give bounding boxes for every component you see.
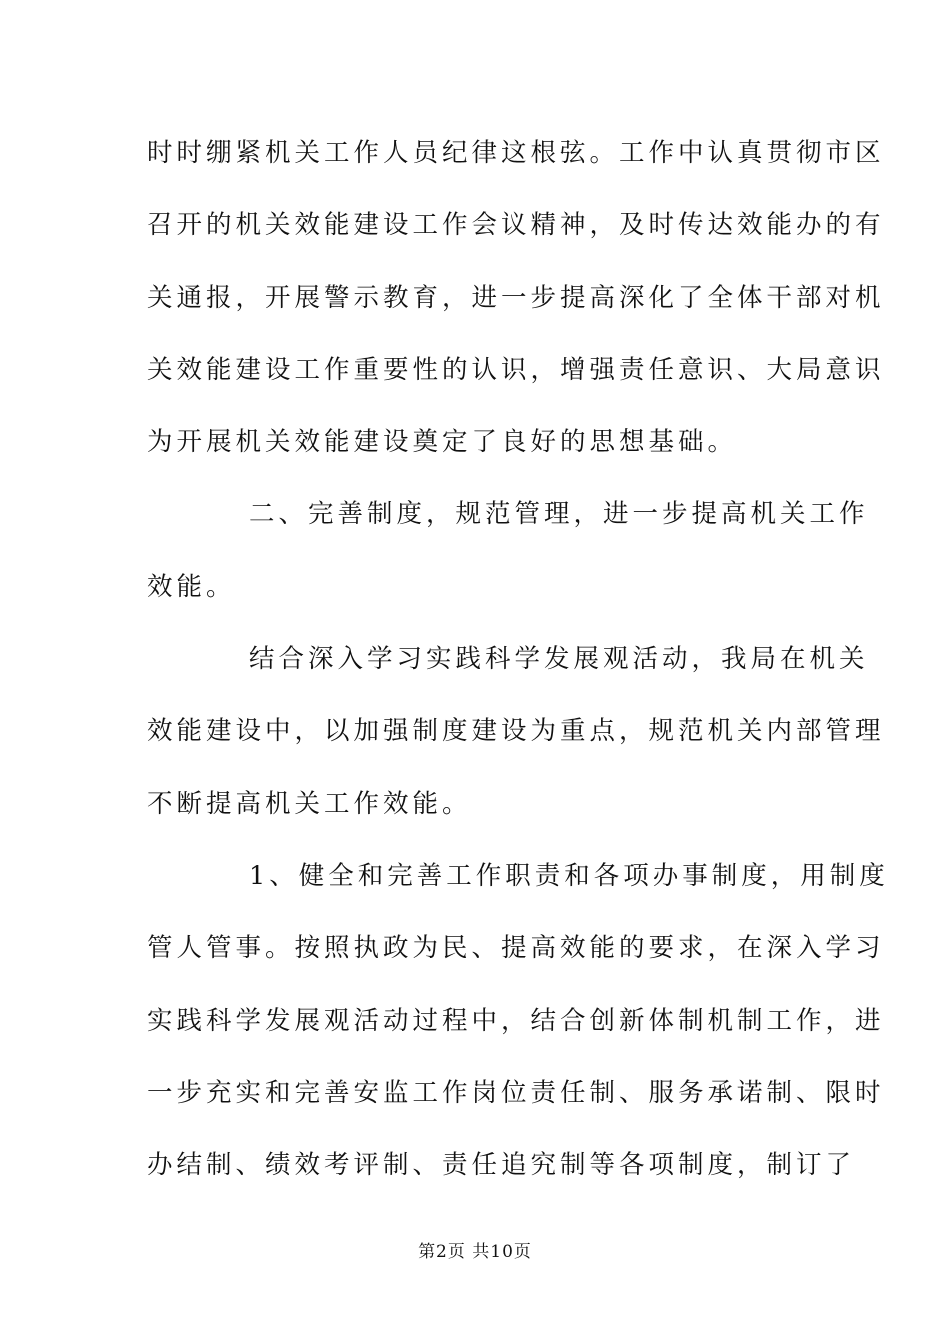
text-line: 为开展机关效能建设奠定了良好的思想基础。 bbox=[147, 427, 738, 458]
text-line: 实践科学发展观活动过程中，结合创新体制机制工作，进 bbox=[147, 1005, 885, 1036]
text-line: 关通报，开展警示教育，进一步提高深化了全体干部对机 bbox=[147, 282, 885, 313]
text-line: 1、健全和完善工作职责和各项办事制度，用制度 bbox=[249, 860, 889, 891]
text-line: 结合深入学习实践科学发展观活动，我局在机关 bbox=[249, 644, 869, 675]
text-line: 不断提高机关工作效能。 bbox=[147, 788, 472, 819]
text-line: 一步充实和完善安监工作岗位责任制、服务承诺制、限时 bbox=[147, 1077, 885, 1108]
page-footer: 第2页 共10页 bbox=[418, 1242, 532, 1262]
text-line: 效能。 bbox=[147, 571, 236, 602]
text-line: 关效能建设工作重要性的认识，增强责任意识、大局意识 bbox=[147, 354, 885, 385]
text-line: 办结制、绩效考评制、责任追究制等各项制度，制订了 bbox=[147, 1150, 856, 1181]
text-line: 管人管事。按照执政为民、提高效能的要求，在深入学习 bbox=[147, 933, 885, 964]
text-line: 效能建设中，以加强制度建设为重点，规范机关内部管理 bbox=[147, 716, 885, 747]
body-text bbox=[147, 128, 889, 1212]
text-line: 二、完善制度，规范管理，进一步提高机关工作 bbox=[249, 499, 869, 530]
text-line: 召开的机关效能建设工作会议精神，及时传达效能办的有 bbox=[147, 210, 885, 241]
text-line: 时时绷紧机关工作人员纪律这根弦。工作中认真贯彻市区 bbox=[147, 138, 885, 168]
